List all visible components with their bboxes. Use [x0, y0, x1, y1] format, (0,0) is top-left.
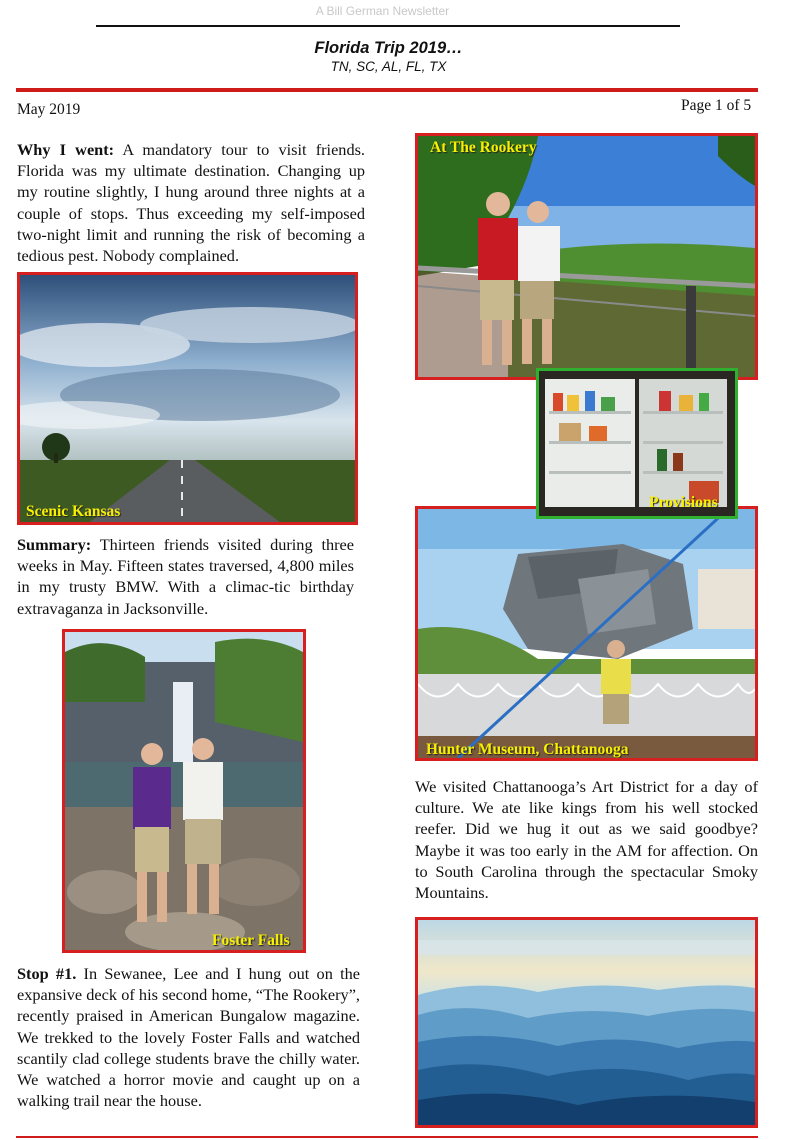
hunter-museum-caption: Hunter Museum, Chattanooga [426, 741, 629, 758]
footer-red-rule [16, 1136, 758, 1138]
at-the-rookery-photo [415, 133, 758, 380]
stop-1-label: Stop #1. [17, 964, 77, 983]
foster-falls-caption: Foster Falls [212, 932, 290, 949]
why-text: A mandatory tour to visit friends. Florida was my ultimate destination. Changing up my routine slightly, I hung around three nights at a couple of stops. Thus exceeding my self-imposed two-night limit and running the risk of becoming a tedious pest. Nobody complained. [17, 140, 365, 266]
smoky-mountains-image [418, 920, 755, 1125]
chattanooga-paragraph: We visited Chattanooga’s Art District for a day of culture. We ate like kings from his well stocked reefer. Did we hug it out as we said goodbye? Maybe it was too early in the AM for affection. On to South Carolina through the spectacular Smoky Mountains. [415, 777, 758, 903]
top-divider [96, 25, 680, 27]
kansas-road-image [20, 275, 355, 522]
page-subtitle: TN, SC, AL, FL, TX [330, 59, 447, 74]
scenic-kansas-caption: Scenic Kansas [26, 503, 121, 520]
foster-falls-photo [62, 629, 306, 953]
hunter-museum-photo [415, 506, 758, 761]
summary-label: Summary: [17, 535, 92, 554]
provisions-caption: Provisions [649, 494, 718, 511]
provisions-photo [536, 368, 738, 519]
stop-1-paragraph [17, 963, 360, 1111]
newsletter-note: A Bill German Newsletter [315, 4, 450, 18]
stop-1-text: In Sewanee, Lee and I hung out on the expansive deck of his second home, “The Rookery”, recently praised in American Bungalow magazine. We trekked to the lovely Foster Falls and watched scantily clad college students brave the chilly water. We watched a horror movie and caught up on a walking trail near the house. [17, 964, 360, 1111]
summary-text: Thirteen friends visited during three weeks in May. Fifteen states traversed, 4,800 miles in my trusty BMW. With a climac-tic birthday extravaganza in Jacksonville. [17, 535, 354, 618]
page-title: Florida Trip 2019… [314, 39, 463, 57]
rookery-deck-image [418, 136, 755, 377]
why-i-went-paragraph [17, 139, 365, 266]
page-number: Page 1 of 5 [681, 97, 752, 114]
waterfall-image [65, 632, 303, 950]
header-red-rule [16, 88, 758, 92]
scenic-kansas-photo [17, 272, 358, 525]
why-label: Why I went: [17, 140, 115, 159]
summary-paragraph [17, 534, 354, 619]
at-the-rookery-caption: At The Rookery [430, 139, 537, 156]
museum-image [418, 509, 755, 758]
issue-date: May 2019 [17, 101, 81, 118]
smoky-mountains-photo [415, 917, 758, 1128]
